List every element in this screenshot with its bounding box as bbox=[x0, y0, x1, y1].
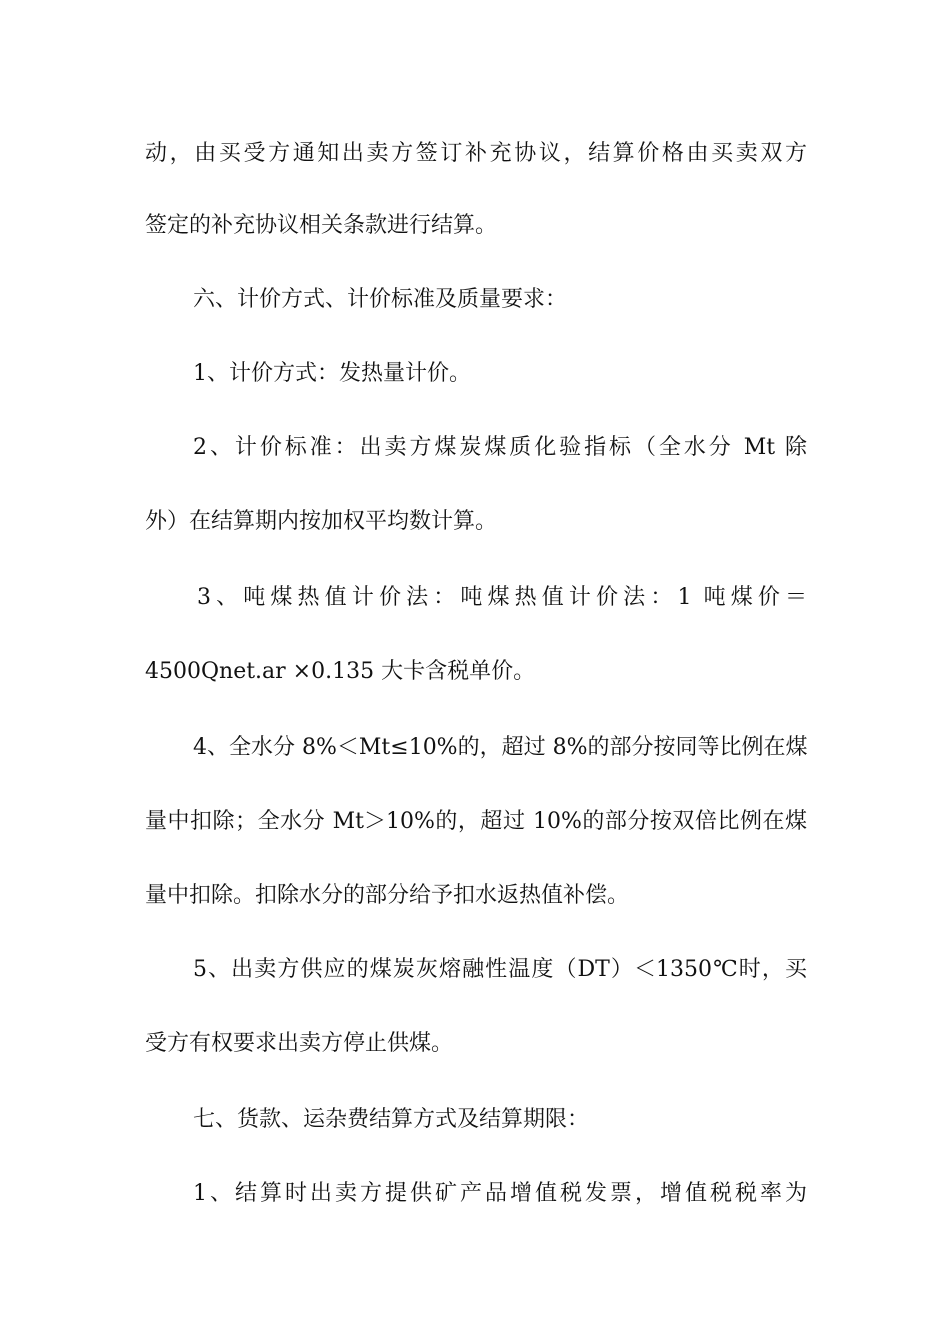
clause-6-3-line-2: 4500Qnet.ar ×0.135 大卡含税单价。 bbox=[145, 659, 536, 684]
section-heading-7: 七、货款、运杂费结算方式及结算期限： bbox=[193, 1107, 590, 1132]
clause-6-5-line-2: 受方有权要求出卖方停止供煤。 bbox=[145, 1031, 454, 1056]
clause-6-4-line-1: 4、全水分 8%＜Mt≤10%的，超过 8%的部分按同等比例在煤 bbox=[193, 735, 807, 760]
paragraph-line-2: 签定的补充协议相关条款进行结算。 bbox=[145, 213, 498, 238]
clause-6-4-line-2: 量中扣除；全水分 Mt＞10%的，超过 10%的部分按双倍比例在煤 bbox=[145, 809, 807, 834]
clause-6-2-line-1: 2、计价标准：出卖方煤炭煤质化验指标（全水分 Mt 除 bbox=[193, 435, 807, 460]
section-heading-6: 六、计价方式、计价标准及质量要求： bbox=[193, 287, 568, 312]
clause-6-2-line-2: 外）在结算期内按加权平均数计算。 bbox=[145, 509, 498, 534]
clause-6-3-line-1: 3、吨煤热值计价法：吨煤热值计价法：1 吨煤价＝ bbox=[197, 585, 807, 610]
clause-7-1-line-1: 1、结算时出卖方提供矿产品增值税发票，增值税税率为 bbox=[193, 1181, 807, 1206]
clause-6-1: 1、计价方式：发热量计价。 bbox=[193, 361, 471, 386]
clause-6-5-line-1: 5、出卖方供应的煤炭灰熔融性温度（DT）＜1350℃时，买 bbox=[193, 957, 807, 982]
paragraph-line-1: 动，由买受方通知出卖方签订补充协议，结算价格由买卖双方 bbox=[145, 141, 807, 166]
clause-6-4-line-3: 量中扣除。扣除水分的部分给予扣水返热值补偿。 bbox=[145, 883, 630, 908]
